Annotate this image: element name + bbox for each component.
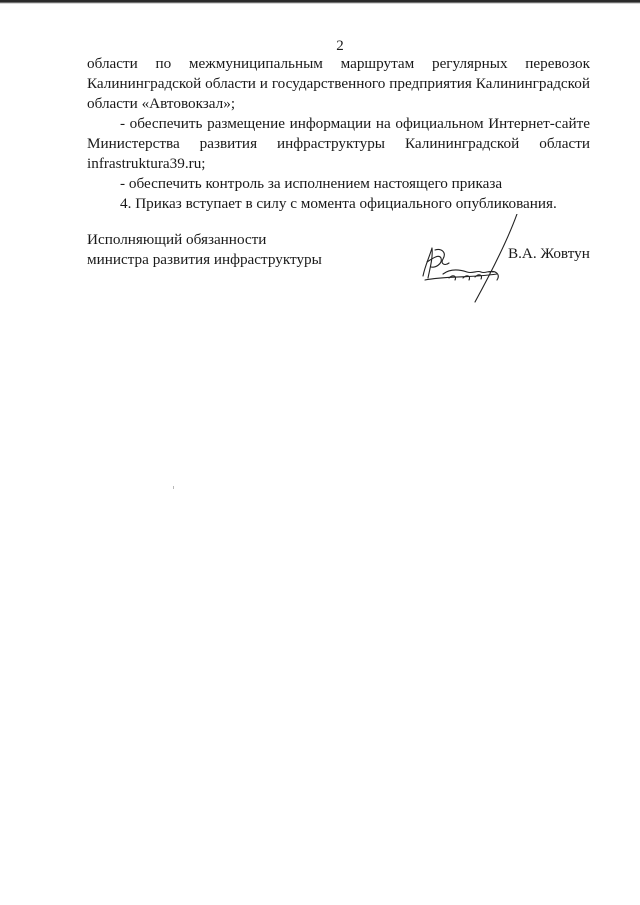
body-line: области по межмуниципальным маршрутам регулярных перевозок bbox=[87, 55, 590, 72]
scan-artifact bbox=[173, 486, 174, 489]
signer-position-line: Исполняющий обязанности bbox=[87, 231, 267, 248]
body-line: infrastruktura39.ru; bbox=[87, 155, 206, 172]
signer-position bbox=[87, 230, 322, 270]
signature-stroke bbox=[423, 248, 432, 278]
signature-stroke bbox=[425, 274, 497, 280]
body-line: - обеспечить контроль за исполнением настоящего приказа bbox=[120, 175, 503, 192]
signature-stroke bbox=[443, 270, 493, 274]
body-line: Министерства развития инфраструктуры Калининградской области bbox=[87, 135, 590, 152]
page-number: 2 bbox=[336, 38, 344, 54]
handwritten-signature bbox=[405, 214, 525, 304]
signature-block bbox=[87, 230, 590, 320]
body-line: Калининградской области и государственного предприятия Калининградской bbox=[87, 75, 590, 92]
signer-name: В.А. Жовтун bbox=[508, 245, 590, 262]
body-line: - обеспечить размещение информации на официальном Интернет-сайте bbox=[120, 115, 590, 132]
body-line: области «Автовокзал»; bbox=[87, 95, 236, 112]
body-line: 4. Приказ вступает в силу с момента официального опубликования. bbox=[120, 195, 557, 212]
document-body bbox=[87, 54, 590, 214]
signer-position-line: министра развития инфраструктуры bbox=[87, 251, 322, 268]
